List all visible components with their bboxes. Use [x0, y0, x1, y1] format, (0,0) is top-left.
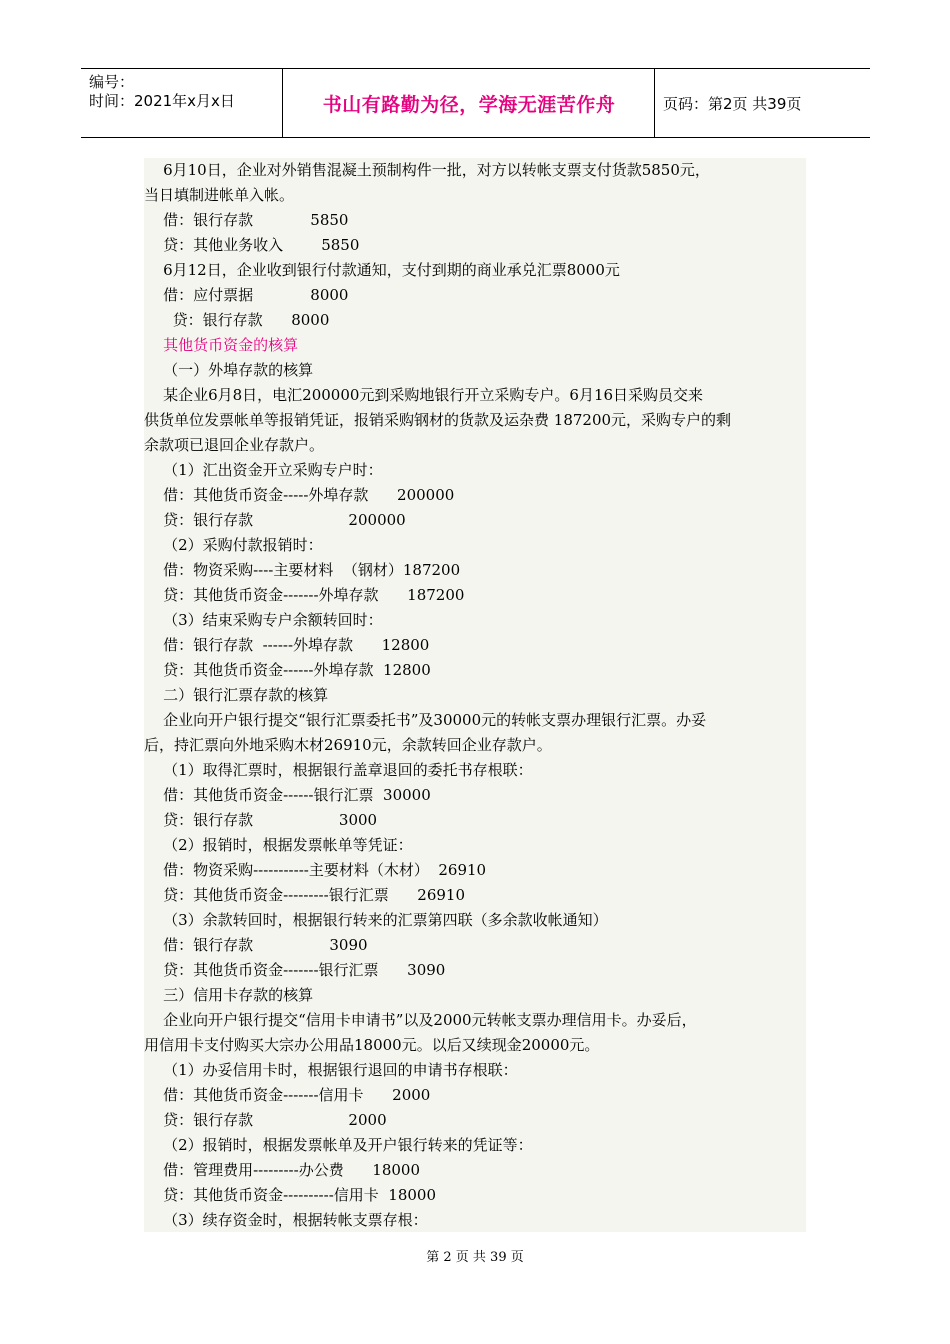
text-line: 三）信用卡存款的核算 [144, 986, 314, 1004]
text-line: （3）续存资金时，根据转帐支票存根： [144, 1211, 428, 1229]
page-footer: 第 2 页 共 39 页 [426, 1250, 524, 1265]
text-line: 借：管理费用---------办公费 18000 [144, 1161, 421, 1179]
text-line: 当日填制进帐单入帐。 [144, 186, 295, 204]
number-label: 编号： [89, 73, 135, 91]
text-line: 二）银行汇票存款的核算 [144, 686, 329, 704]
text-line: （2）报销时，根据发票帐单等凭证： [144, 836, 413, 854]
text-line: 6月12日，企业收到银行付款通知，支付到期的商业承兑汇票8000元 [144, 261, 620, 279]
text-line: 贷：其他业务收入 5850 [144, 236, 360, 254]
text-line: （2）采购付款报销时： [144, 536, 323, 554]
text-line: （1）办妥信用卡时，根据银行退回的申请书存根联： [144, 1061, 518, 1079]
date-label: 时间：2021年x月x日 [89, 92, 235, 110]
text-line: 借：物资采购-----------主要材料（木材） 26910 [144, 861, 487, 879]
document-body [144, 158, 806, 1232]
text-line: 贷：其他货币资金------外埠存款 12800 [144, 661, 431, 679]
text-line: 企业向开户银行提交“银行汇票委托书”及30000元的转帐支票办理银行汇票。办妥 [144, 711, 707, 729]
text-line: 借：银行存款 ------外埠存款 12800 [144, 636, 430, 654]
text-line: （3）余款转回时，根据银行转来的汇票第四联（多余款收帐通知） [144, 911, 608, 929]
text-line: 供货单位发票帐单等报销凭证，报销采购钢材的货款及运杂费 187200元，采购专户的剩 [144, 411, 732, 429]
page-header [81, 68, 870, 138]
text-line: 借：其他货币资金------银行汇票 30000 [144, 786, 431, 804]
text-line: 贷：银行存款 3000 [144, 811, 378, 829]
text-line: （1）汇出资金开立采购专户时： [144, 461, 383, 479]
text-line: 借：物资采购----主要材料 （钢材）187200 [144, 561, 461, 579]
text-line: （1）取得汇票时，根据银行盖章退回的委托书存根联： [144, 761, 533, 779]
header-motto: 书山有路勤为径，学海无涯苦作舟 [322, 93, 616, 116]
text-line: （2）报销时，根据发票帐单及开户银行转来的凭证等： [144, 1136, 533, 1154]
text-line: 借：银行存款 5850 [144, 211, 349, 229]
text-line: 贷：其他货币资金-------银行汇票 3090 [144, 961, 446, 979]
text-line: 余款项已退回企业存款户。 [144, 436, 325, 454]
text-line: 贷：银行存款 2000 [144, 1111, 387, 1129]
text-line: （3）结束采购专户余额转回时： [144, 611, 383, 629]
text-line: 贷：银行存款 200000 [144, 511, 406, 529]
text-line: （一）外埠存款的核算 [144, 361, 314, 379]
text-line: 借：其他货币资金-------信用卡 2000 [144, 1086, 431, 1104]
header-meta [89, 73, 235, 111]
text-line: 借：其他货币资金-----外埠存款 200000 [144, 486, 455, 504]
text-line: 贷：其他货币资金-------外埠存款 187200 [144, 586, 465, 604]
text-line: 贷：其他货币资金---------银行汇票 26910 [144, 886, 466, 904]
text-line: 用信用卡支付购买大宗办公用品18000元。以后又续现金20000元。 [144, 1036, 600, 1054]
text-line: 某企业6月8日，电汇200000元到采购地银行开立采购专户。6月16日采购员交来 [144, 386, 704, 404]
text-line: 企业向开户银行提交“信用卡申请书”以及2000元转帐支票办理信用卡。办妥后， [144, 1011, 697, 1029]
header-page-info: 页码：第2页 共39页 [663, 94, 802, 113]
text-line: 借：银行存款 3090 [144, 936, 368, 954]
text-line: 6月10日，企业对外销售混凝土预制构件一批，对方以转帐支票支付货款5850元， [144, 161, 710, 179]
text-line: 贷：银行存款 8000 [144, 311, 330, 329]
text-line: 后，持汇票向外地采购木材26910元，余款转回企业存款户。 [144, 736, 552, 754]
text-line: 贷：其他货币资金----------信用卡 18000 [144, 1186, 437, 1204]
section-heading: 其他货币资金的核算 [144, 336, 299, 354]
text-line: 借：应付票据 8000 [144, 286, 349, 304]
